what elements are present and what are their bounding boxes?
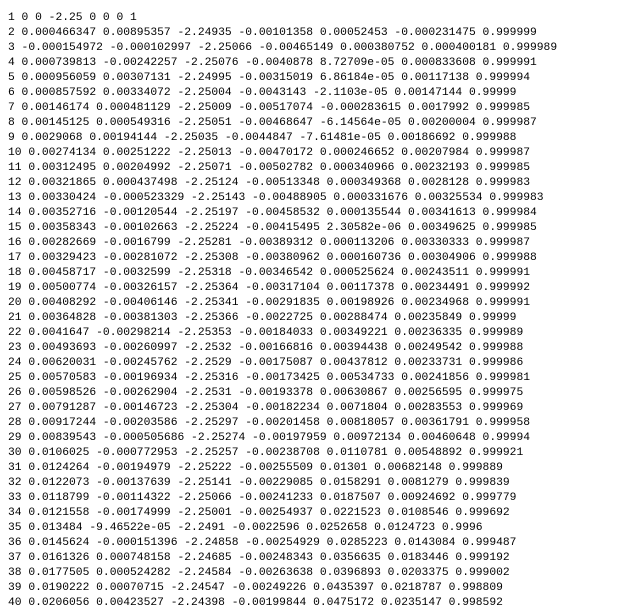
text-line: 33 0.0118799 -0.00114322 -2.25066 -0.00241233 0.0187507 0.00924692 0.999779 bbox=[8, 492, 517, 504]
text-line: 5 0.000956059 0.00307131 -2.24995 -0.00315019 6.86184e-05 0.00117138 0.999994 bbox=[8, 72, 531, 84]
text-line: 23 0.00493693 -0.00260997 -2.2532 -0.00166816 0.00394438 0.00249542 0.999988 bbox=[8, 342, 524, 354]
text-line: 15 0.00358343 -0.00102663 -2.25224 -0.00415495 2.30582e-06 0.00349625 0.999985 bbox=[8, 222, 537, 234]
text-line: 37 0.0161326 0.000748158 -2.24685 -0.00248343 0.0356635 0.0183446 0.999192 bbox=[8, 552, 510, 564]
text-line: 31 0.0124264 -0.00194979 -2.25222 -0.00255509 0.01301 0.00682148 0.999889 bbox=[8, 462, 503, 474]
text-line: 38 0.0177505 0.000524282 -2.24584 -0.00263638 0.0396893 0.0203375 0.999002 bbox=[8, 567, 510, 579]
text-line: 17 0.00329423 -0.00281072 -2.25308 -0.00380962 0.000160736 0.00304906 0.999988 bbox=[8, 252, 537, 264]
text-line: 13 0.00330424 -0.000523329 -2.25143 -0.00488905 0.000331676 0.00325534 0.999983 bbox=[8, 192, 544, 204]
text-line: 19 0.00500774 -0.00326157 -2.25364 -0.00317104 0.00117378 0.00234491 0.999992 bbox=[8, 282, 531, 294]
text-line: 40 0.0206056 0.00423527 -2.24398 -0.00199844 0.0475172 0.0235147 0.998592 bbox=[8, 597, 503, 609]
text-line: 29 0.00839543 -0.000505686 -2.25274 -0.00197959 0.00972134 0.00460648 0.99994 bbox=[8, 432, 531, 444]
text-line: 32 0.0122073 -0.00137639 -2.25141 -0.00229085 0.0158291 0.0081279 0.999839 bbox=[8, 477, 510, 489]
text-line: 1 0 0 -2.25 0 0 0 1 bbox=[8, 12, 137, 24]
text-line: 2 0.000466347 0.00895357 -2.24935 -0.00101358 0.00052453 -0.000231475 0.999999 bbox=[8, 27, 537, 39]
text-line: 14 0.00352716 -0.00120544 -2.25197 -0.00458532 0.000135544 0.00341613 0.999984 bbox=[8, 207, 537, 219]
text-line: 28 0.00917244 -0.00203586 -2.25297 -0.00201458 0.00818057 0.00361791 0.999958 bbox=[8, 417, 531, 429]
text-document bbox=[8, 11, 557, 611]
text-line: 20 0.00408292 -0.00406146 -2.25341 -0.00291835 0.00198926 0.00234968 0.999991 bbox=[8, 297, 531, 309]
text-line: 12 0.00321865 0.000437498 -2.25124 -0.00513348 0.000349368 0.0028128 0.999983 bbox=[8, 177, 531, 189]
text-line: 39 0.0190222 0.00070715 -2.24547 -0.00249226 0.0435397 0.0218787 0.998809 bbox=[8, 582, 503, 594]
text-line: 8 0.00145125 0.000549316 -2.25051 -0.00468647 -6.14564e-05 0.00200004 0.999987 bbox=[8, 117, 537, 129]
text-line: 26 0.00598526 -0.00262904 -2.2531 -0.00193378 0.00630867 0.00256595 0.999975 bbox=[8, 387, 524, 399]
text-line: 30 0.0106025 -0.000772953 -2.25257 -0.00238708 0.0110781 0.00548892 0.999921 bbox=[8, 447, 524, 459]
text-line: 18 0.00458717 -0.0032599 -2.25318 -0.00346542 0.000525624 0.00243511 0.999991 bbox=[8, 267, 531, 279]
text-line: 21 0.00364828 -0.00381303 -2.25366 -0.0022725 0.00288474 0.00235849 0.99999 bbox=[8, 312, 517, 324]
text-line: 34 0.0121558 -0.00174999 -2.25001 -0.00254937 0.0221523 0.0108546 0.999692 bbox=[8, 507, 510, 519]
text-line: 22 0.0041647 -0.00298214 -2.25353 -0.00184033 0.00349221 0.00236335 0.999989 bbox=[8, 327, 524, 339]
text-line: 35 0.013484 -9.46522e-05 -2.2491 -0.0022596 0.0252658 0.0124723 0.9996 bbox=[8, 522, 483, 534]
text-line: 11 0.00312495 0.00204992 -2.25071 -0.00502782 0.000340966 0.00232193 0.999985 bbox=[8, 162, 531, 174]
text-line: 24 0.00620031 -0.00245762 -2.2529 -0.00175087 0.00437812 0.00233731 0.999986 bbox=[8, 357, 524, 369]
text-line: 10 0.00274134 0.00251222 -2.25013 -0.00470172 0.000246652 0.00207984 0.999987 bbox=[8, 147, 531, 159]
text-line: 16 0.00282669 -0.0016799 -2.25281 -0.00389312 0.000113206 0.00330333 0.999987 bbox=[8, 237, 531, 249]
text-line: 3 -0.000154972 -0.000102997 -2.25066 -0.00465149 0.000380752 0.000400181 0.999989 bbox=[8, 42, 558, 54]
text-line: 6 0.000857592 0.00334072 -2.25004 -0.0043143 -2.1103e-05 0.00147144 0.99999 bbox=[8, 87, 517, 99]
text-line: 36 0.0145624 -0.000151396 -2.24858 -0.00254929 0.0285223 0.0143084 0.999487 bbox=[8, 537, 517, 549]
text-line: 25 0.00570583 -0.00196934 -2.25316 -0.00173425 0.00534733 0.00241856 0.999981 bbox=[8, 372, 531, 384]
text-line: 27 0.00791287 -0.00146723 -2.25304 -0.00182234 0.0071804 0.00283553 0.999969 bbox=[8, 402, 524, 414]
text-line: 7 0.00146174 0.000481129 -2.25009 -0.00517074 -0.000283615 0.0017992 0.999985 bbox=[8, 102, 531, 114]
text-line: 4 0.000739813 -0.00242257 -2.25076 -0.0040878 8.72709e-05 0.000833608 0.999991 bbox=[8, 57, 537, 69]
text-line: 9 0.0029068 0.00194144 -2.25035 -0.0044847 -7.61481e-05 0.00186692 0.999988 bbox=[8, 132, 517, 144]
